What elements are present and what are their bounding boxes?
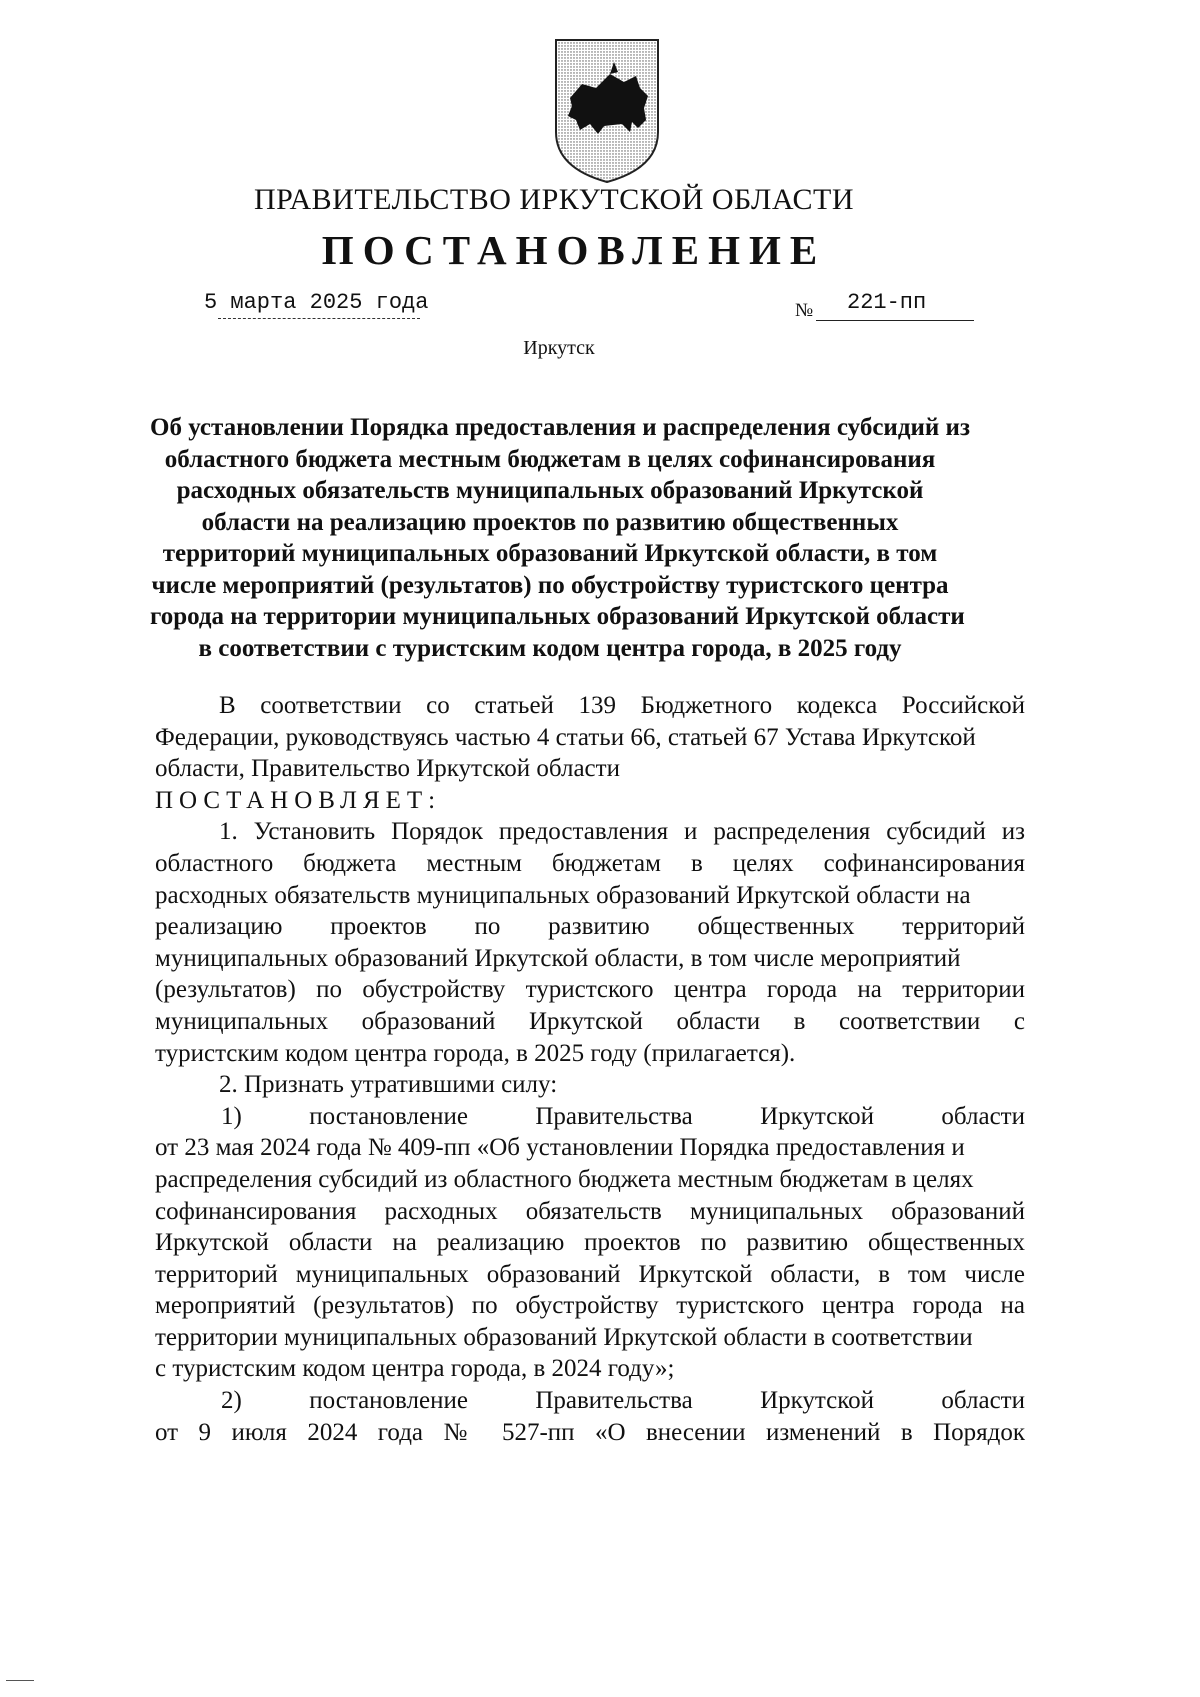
body-line: муниципальных образований Иркутской области в соответствии с [155,1007,1025,1035]
irkutsk-coat-of-arms-emblem [552,36,662,186]
decree-heading [150,412,970,664]
body-line: реализацию проектов по развитию общественных территорий [155,913,1025,941]
body-line: 1) постановление Правительства Иркутской области [221,1102,1025,1130]
margin-mark [6,1680,34,1681]
government-name: ПРАВИТЕЛЬСТВО ИРКУТСКОЙ ОБЛАСТИ [253,183,855,216]
document-type-title: ПОСТАНОВЛЕНИЕ [321,227,827,273]
heading-line: Об установлении Порядка предоставления и распределения субсидий из [150,414,970,441]
body-line: 2. Признать утратившими силу: [219,1071,558,1099]
heading-line: территорий муниципальных образований Иркутской области, в том [162,540,938,567]
resolves-word: ПОСТАНОВЛЯЕТ: [155,786,442,814]
number-sign: № [795,300,814,321]
decree-number: 221-пп [847,290,927,315]
body-line: 1. Установить Порядок предоставления и распределения субсидий из [219,818,1025,846]
body-line: В соответствии со статьей 139 Бюджетного кодекса Российской [219,692,1025,719]
heading-line: области на реализацию проектов по развитию общественных [201,508,899,536]
body-line: расходных обязательств муниципальных образований Иркутской области на [155,881,971,909]
decree-date: 5 марта 2025 года [204,290,429,315]
body-line: туристским кодом центра города, в 2025 году (прилагается). [155,1039,796,1067]
city-name: Иркутск [523,337,595,359]
date-underline [218,318,420,319]
body-line: 2) постановление Правительства Иркутской области [221,1387,1025,1415]
number-underline [816,320,974,321]
heading-line: областного бюджета местным бюджетам в целях софинансирования [164,445,936,473]
heading-line: числе мероприятий (результатов) по обустройству туристского центра [151,571,949,599]
heading-line: расходных обязательств муниципальных образований Иркутской [176,477,924,504]
heading-line: в соответствии с туристским кодом центра города, в 2025 году [198,634,902,662]
body-line: распределения субсидий из областного бюджета местным бюджетам в целях [155,1165,974,1193]
heading-line: города на территории муниципальных образований Иркутской области [150,603,965,630]
body-line: территории муниципальных образований Иркутской области в соответствии [155,1323,973,1351]
body-line: областного бюджета местным бюджетам в целях софинансирования [155,849,1025,877]
body-line: с туристским кодом центра города, в 2024 году»; [155,1355,675,1383]
body-line: от 9 июля 2024 года № 527-пп «О внесении изменений в Порядок [155,1418,1025,1446]
body-line: муниципальных образований Иркутской области, в том числе мероприятий [155,944,961,972]
body-line: (результатов) по обустройству туристского центра города на территории [155,976,1025,1004]
decree-body [155,690,1025,1448]
body-line: Иркутской области на реализацию проектов по развитию общественных [155,1229,1025,1257]
body-line: Федерации, руководствуясь частью 4 статьи 66, статьей 67 Устава Иркутской [155,723,976,751]
body-line: софинансирования расходных обязательств муниципальных образований [155,1197,1025,1225]
body-line: территорий муниципальных образований Иркутской области, в том числе [155,1260,1025,1288]
body-line: от 23 мая 2024 года № 409-пп «Об установлении Порядка предоставления и [155,1134,965,1162]
body-line: мероприятий (результатов) по обустройству туристского центра города на [155,1292,1025,1320]
body-line: области, Правительство Иркутской области [155,755,620,783]
